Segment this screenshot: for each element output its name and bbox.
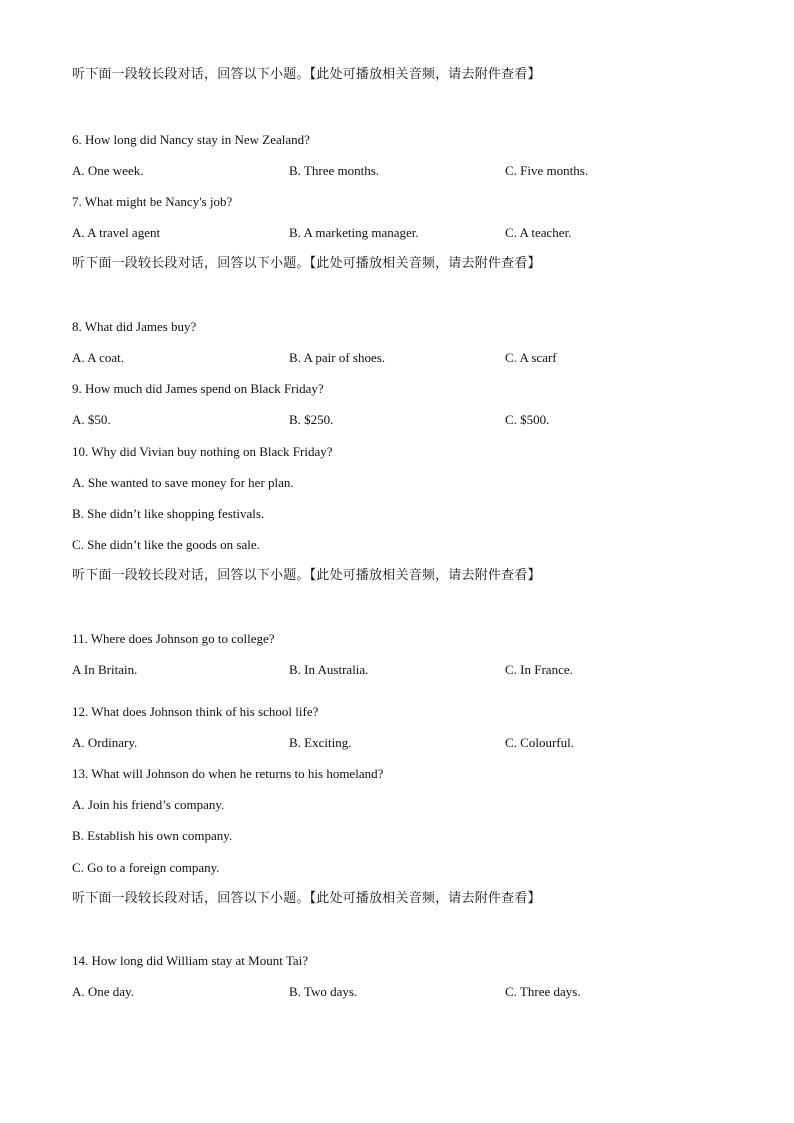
- listening-instruction: 听下面一段较长段对话，回答以下小题。【此处可播放相关音频，请去附件查看】: [72, 256, 541, 271]
- question-10: 10. Why did Vivian buy nothing on Black Friday?: [72, 444, 333, 459]
- q10-option-b: B. She didn’t like shopping festivals.: [72, 506, 265, 521]
- question-9: 9. How much did James spend on Black Friday?: [72, 381, 324, 396]
- q12-option-b: B. Exciting.: [289, 735, 352, 750]
- question-12: 12. What does Johnson think of his school life?: [72, 704, 319, 719]
- question-6: 6. How long did Nancy stay in New Zealand?: [72, 132, 310, 147]
- q6-option-a: A. One week.: [72, 163, 144, 178]
- q9-option-a: A. $50.: [72, 412, 111, 427]
- q11-option-a: A In Britain.: [72, 662, 138, 677]
- listening-instruction: 听下面一段较长段对话，回答以下小题。【此处可播放相关音频，请去附件查看】: [72, 891, 541, 906]
- q13-option-b: B. Establish his own company.: [72, 828, 233, 843]
- question-14: 14. How long did William stay at Mount Tai?: [72, 953, 309, 968]
- q7-option-b: B. A marketing manager.: [289, 225, 419, 240]
- q11-option-c: C. In France.: [505, 662, 573, 677]
- q14-option-b: B. Two days.: [289, 984, 358, 999]
- q7-option-c: C. A teacher.: [505, 225, 572, 240]
- question-7: 7. What might be Nancy's job?: [72, 194, 233, 209]
- q13-option-a: A. Join his friend’s company.: [72, 797, 225, 812]
- q12-option-a: A. Ordinary.: [72, 735, 138, 750]
- q10-option-c: C. She didn’t like the goods on sale.: [72, 537, 260, 552]
- q6-option-b: B. Three months.: [289, 163, 380, 178]
- q9-option-c: C. $500.: [505, 412, 550, 427]
- q14-option-a: A. One day.: [72, 984, 134, 999]
- q12-option-c: C. Colourful.: [505, 735, 574, 750]
- question-13: 13. What will Johnson do when he returns to his homeland?: [72, 766, 384, 781]
- q10-option-a: A. She wanted to save money for her plan.: [72, 475, 294, 490]
- q9-option-b: B. $250.: [289, 412, 334, 427]
- q11-option-b: B. In Australia.: [289, 662, 369, 677]
- q14-option-c: C. Three days.: [505, 984, 581, 999]
- q8-option-c: C. A scarf: [505, 350, 557, 365]
- listening-instruction: 听下面一段较长段对话，回答以下小题。【此处可播放相关音频，请去附件查看】: [72, 67, 541, 82]
- question-8: 8. What did James buy?: [72, 319, 197, 334]
- listening-instruction: 听下面一段较长段对话，回答以下小题。【此处可播放相关音频，请去附件查看】: [72, 568, 541, 583]
- q8-option-a: A. A coat.: [72, 350, 124, 365]
- q6-option-c: C. Five months.: [505, 163, 589, 178]
- q8-option-b: B. A pair of shoes.: [289, 350, 386, 365]
- question-11: 11. Where does Johnson go to college?: [72, 631, 275, 646]
- q7-option-a: A. A travel agent: [72, 225, 161, 240]
- q13-option-c: C. Go to a foreign company.: [72, 860, 220, 875]
